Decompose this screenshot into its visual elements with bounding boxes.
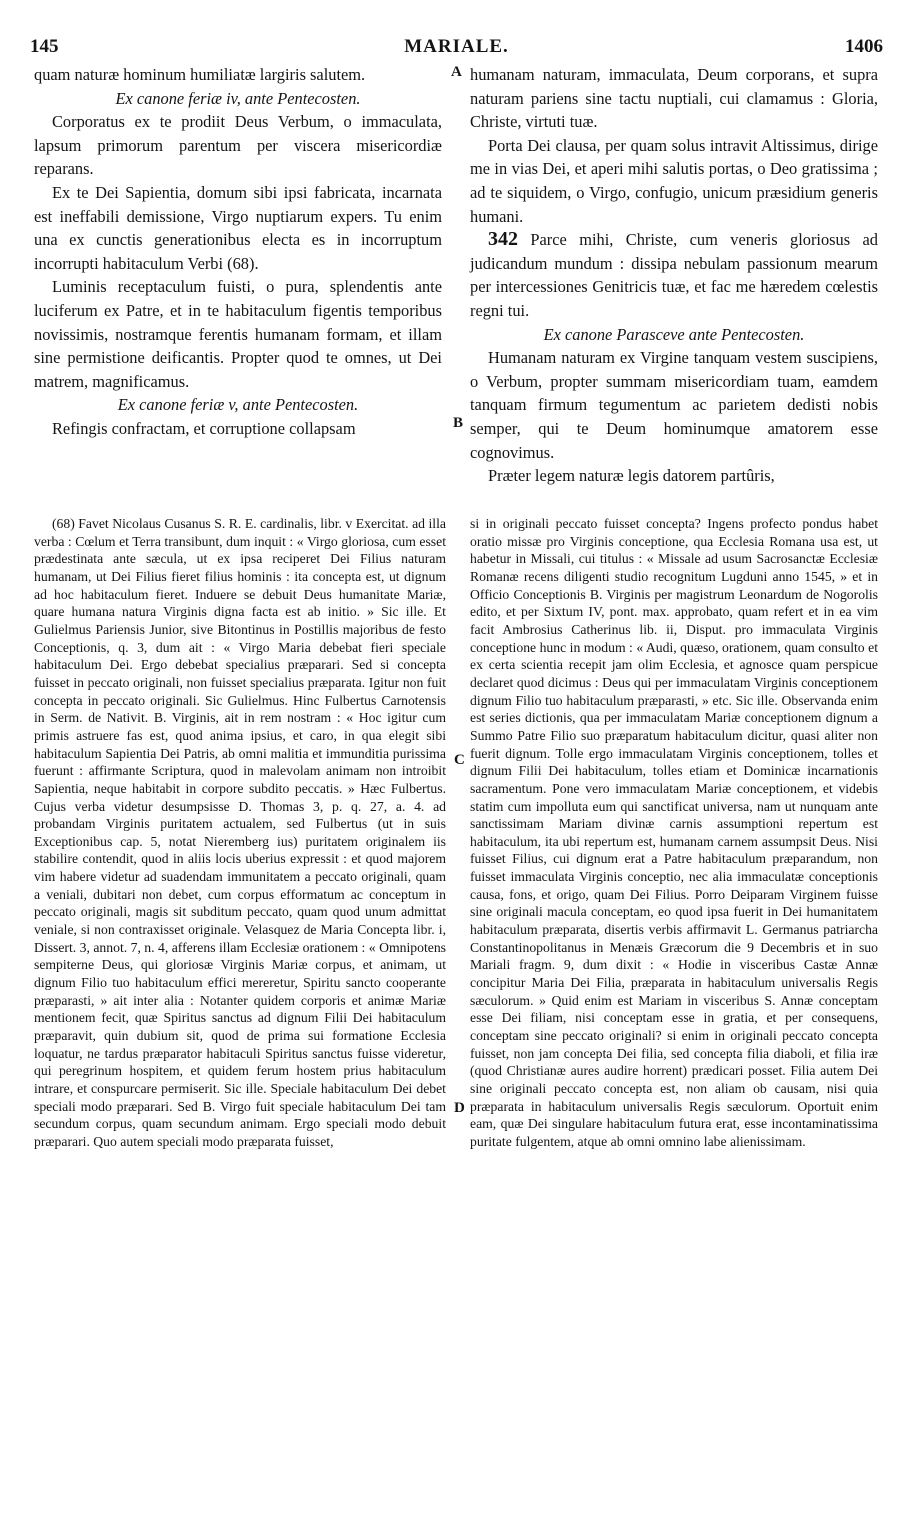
paragraph: Corporatus ex te prodiit Deus Verbum, o immaculata, lapsum primorum parentum per viscera misericordiæ reparans. [34, 112, 442, 179]
paragraph-number: 342 [488, 228, 518, 251]
paragraph: Præter legem naturæ legis datorem partûris, [488, 466, 775, 486]
section-heading: Ex canone feriæ v, ante Pentecosten. [117, 395, 359, 415]
main-text-right-column [470, 63, 878, 488]
margin-marker-a: A [451, 64, 462, 80]
paragraph: (68) Favet Nicolaus Cusanus S. R. E. cardinalis, libr. v Exercitat. ad illa verba : Cœlum et Terra transibunt, dum inquit : « Virgo gloriosa, cum esset prædestinata ante sæcula, ut ex ipsa reciperet Dei Filius naturam humanam, ut Dei Filius fieret filius hominis : ita concepta est, ut dignum ad hoc habitaculum fieret. Induere se debuit Deus humanitate Mariæ, quare humana natura Virginis digna facta est ab initio. » Sic ille. Et Gulielmus Pariensis Junior, sive Bitontinus in Postillis majoribus de festo Conceptionis, q. 3, dum ait : « Virgo Maria debebat fieri speciale habitaculum Dei. Ergo debebat specialius præparari. Sed si concepta fuisset in peccato originali, non fuisset specialius præparata. Igitur non fuit concepta in peccato originali. Sic Gulielmus. Hinc Fulbertus Carnotensis in Serm. de Nativit. B. Virginis, ait in rem nostram : « Hoc igitur cum primis astruere fas est, quod anima ipsius, et caro, in qua elegit sibi habitaculum Sapientia Dei Patris, ab omni malitia et immunditia purissima fuerunt : affirmante Scriptura, quod in malevolam animam non introibit Sapientia, neque habitabit in corpore subdito peccatis. » Hæc Fulbertus. Cujus verba videtur desumpsisse D. Thomas 3, p. q. 27, a. 4. ad probandam Virginis puritatem actualem, sed Fulbertus (ut in suis Exceptionibus cap. 5, notat Nieremberg ius) puritatem originalem iis stabilire contendit, quod in aliis locis uberius expressit : et quod majorem vim habere videtur ad suadendam immunitatem a peccato originali, quam a veniali, dubitari non debet, cum corpus efformatum ac conceptum in peccato originali, magis sit subditum peccato, quam quod unum admittat veniale, si non contraxisset originale. Velasquez de Maria Concepta libr. i, Dissert. 3, annot. 7, n. 4, afferens illam Ecclesiæ orationem : « Omnipotens sempiterne Deus, qui gloriosæ Virginis Mariæ corpus, et animam, ut dignum Filio tuo habitaculum effici mereretur, Spiritu sancto cooperante præparasti, » ait inter alia : Notanter quidem corporis et animæ Mariæ mentionem fecit, quæ Spiritus sanctus ad dignum Filii Dei habitaculum præparavit, quin dubium sit, quod de prima sui formatione Ecclesia loquatur, ne tardus præparator habitaculi Spiritus sanctus fuisse videretur, qui peregrinum hospitem, et quidem ferum hostem prius habitaculum intrare, et conspurcare permiserit. Sic ille. Speciale habitaculum Dei debet speciali modo præparari. Sed B. Virgo fuit speciale habitaculum Dei tam secundum corpus, quam secundum animam. Ergo speciali modo debuit præparari. Quo autem speciali modo præparata fuisset, [34, 516, 446, 1149]
paragraph: Humanam naturam ex Virgine tanquam vestem suscipiens, o Verbum, propter summam misericordiam tuam, eamdem tanquam firmum tegumentum ac parietem dedisti nobis semper, qui te Deum hominumque amatorem esse cognovimus. [470, 348, 878, 462]
margin-marker-d: D [454, 1100, 465, 1116]
section-heading: Ex canone feriæ iv, ante Pentecosten. [115, 88, 361, 108]
footnote-right-column [470, 515, 878, 1151]
paragraph: Refingis confractam, et corruptione collapsam [52, 418, 356, 438]
continued-text: humanam naturam, immaculata, Deum corporans, et supra naturam pariens sine tactu nuptiali, cui clamamus : Gloria, Christe, virtuti tuæ. [470, 65, 878, 132]
page-header [30, 36, 883, 60]
main-text-left-column [34, 63, 442, 441]
margin-marker-b: B [453, 415, 464, 431]
footnote-left-column [34, 515, 446, 1151]
page-number-left: 145 [30, 36, 59, 57]
page-number-right: 1406 [845, 36, 883, 57]
section-heading: Ex canone Parasceve ante Pentecosten. [543, 324, 805, 344]
continued-text: si in originali peccato fuisset concepta? Ingens profecto pondus habet oratio missæ pro Virginis conceptione, qua Ecclesia Romana usa est, ut habetur in Missali, cui titulus : « Missale ad usum Sacrosanctæ Ecclesiæ Romanæ recens diligenti studio recognitum Lugduni anno 1545, » et in Officio Conceptionis B. Virginis per magistrum Leonardum de Nogorolis edito, et per Sixtum IV, pont. max. approbato, quam refert et in ea vim facit Ambrosius Catherinus lib. ii, Disput. pro immaculata Virginis conceptione hunc in modum : « Audi, quæso, orationem, quam consulto et ex certa scientia recepit jam olim Ecclesia, et agnosce quam perspicue declaret quod dicimus : Deus qui per immaculatam Virginis conceptionem dignum Filio tuo habitaculum præparasti, » etc. Sic ille. Observanda enim est series dictionis, qua per immaculatam Mariæ conceptionem dignum a Summo Patre Filio suo præparatum habitaculum dicitur, quasi aliter non fuerit dignum. Tolle ergo immaculatam Virginis conceptionem, tolles et dignum Filii Dei habitaculum, tolles etiam et Dominicæ incarnationis sacramentum. Pone vero immaculatam Mariæ conceptionem, et videbis statim cum impolluta eum qui sanctificat universa, nam ut nunquam ante sanctissimam Mariam divinæ carnis assumptioni repertum est habitaculum, ita ubi repertum est, humanam carnem assumpsit Deus. Nisi fuisset Filius, cui dignum erat a Patre habitaculum præparandum, non fuisset immaculata Virginis conceptio, nec alia immaculatæ conceptionis causa, fons, et origo, quam Dei Filius. Porro Deiparam Virginem fuisse sine originali macula conceptam, eo quod ipsa fuerit in Dei humanitatem habitaculum præparata, disertis verbis affirmavit L. Germanus patriarcha Constantinopolitanus in Menæis Græcorum die 9 Decembris et in suo Mariali fragm. 9, dum dixit : « Hodie in visceribus Castæ Annæ concipitur Maria Dei Filia, præparata in habitaculum universalis Regis sæculorum. » Quid enim est Mariam in visceribus S. Annæ conceptam esse Dei filiam, nisi conceptam esse in gratia, et per consequens, conceptam sine peccato originali? si enim in originali peccato concepta fuisset, non jam concepta Dei filia, sed concepta filia diaboli, et filia iræ (quod Christianæ aures audire horrent) prædicari posset. Filia autem Dei sine originali peccato concepta est, non aliam ob causam, nisi quia præparata in habitaculum universalis Regis sæculorum. Oportuit enim eam, quæ Dei singulare habitaculum futura erat, esse incontaminatissima puritate fulgentem, atque ab omni omnino labe alienissimam. [470, 516, 878, 1149]
paragraph: Porta Dei clausa, per quam solus intravit Altissimus, dirige me in vias Dei, et aperi mihi salutis portas, o Deo gratissima ; ad te siquidem, o Virgo, confugio, unicum præsidium generis humani. [470, 135, 878, 226]
paragraph: Ex te Dei Sapientia, domum sibi ipsi fabricata, incarnata est ineffabili demissione, Virgo nuptiarum expers. Tu enim una ex cunctis generationibus electa es in incorruptum incorrupti habitaculum Verbi (68). [34, 182, 442, 273]
margin-marker-c: C [454, 752, 465, 768]
numbered-paragraph [470, 228, 878, 322]
running-title: MARIALE. [404, 36, 509, 57]
continued-text: quam naturæ hominum humiliatæ largiris salutem. [34, 65, 366, 84]
paragraph-text: Parce mihi, Christe, cum veneris gloriosus ad judicandum mundum : dissipa nebulam passionum mearum per intercessiones Genitricis tuæ, et fac me hæredem cœlestis regni tui. [470, 230, 878, 320]
paragraph: Luminis receptaculum fuisti, o pura, splendentis ante luciferum ex Patre, et in te habitaculum figentis temporibus novissimis, nostramque ferentis humanam formam, et illam sine permistione deificantis. Propter quod te omnes, ut Dei matrem, magnificamus. [34, 277, 442, 391]
